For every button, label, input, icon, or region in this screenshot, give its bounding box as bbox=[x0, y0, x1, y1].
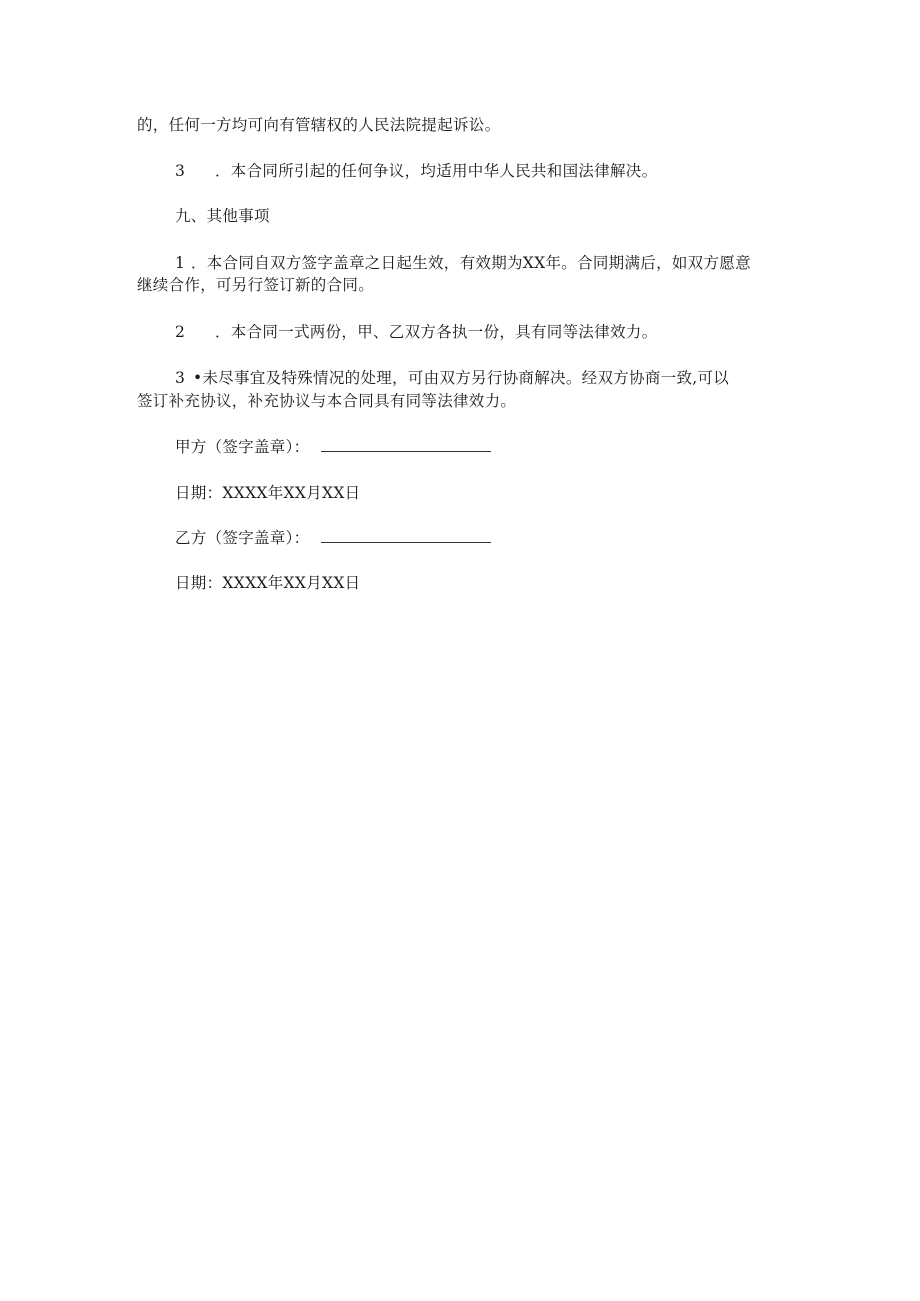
section8-item3-number: 3 bbox=[175, 162, 186, 180]
section8-item3 bbox=[175, 160, 657, 182]
section9-item3-line2: 签订补充协议，补充协议与本合同具有同等法律效力。 bbox=[137, 392, 517, 410]
section9-item1-line2: 继续合作，可另行签订新的合同。 bbox=[137, 276, 375, 294]
section8-item3-text: ．本合同所引起的任何争议，均适用中华人民共和国法律解决。 bbox=[215, 162, 658, 180]
party-b-signature-line bbox=[321, 528, 491, 543]
section9-item2 bbox=[175, 321, 657, 343]
section9-item3-text: •未尽事宜及特殊情况的处理，可由双方另行协商解决。经双方协商一致,可以 bbox=[193, 369, 730, 387]
section9-item2-text: ．本合同一式两份，甲、乙双方各执一份，具有同等法律效力。 bbox=[215, 323, 658, 341]
party-a-signature-line bbox=[321, 437, 491, 452]
section8-item2-tail: 的，任何一方均可向有管辖权的人民法院提起诉讼。 bbox=[137, 116, 501, 134]
section9-item1-number: 1 bbox=[175, 254, 186, 272]
party-a-signature bbox=[175, 436, 491, 458]
party-b-signature bbox=[175, 527, 491, 549]
party-a-label: 甲方（签字盖章）： bbox=[175, 438, 310, 456]
party-b-date: 日期：XXXX年XX月XX日 bbox=[175, 574, 361, 592]
section9-item3-line1 bbox=[175, 367, 729, 389]
section9-item3-number: 3 bbox=[175, 369, 186, 387]
section9-heading: 九、其他事项 bbox=[175, 207, 270, 225]
party-a-date: 日期：XXXX年XX月XX日 bbox=[175, 484, 361, 502]
section9-item2-number: 2 bbox=[175, 323, 186, 341]
party-b-label: 乙方（签字盖章）： bbox=[175, 529, 310, 547]
section9-item1-line1 bbox=[175, 252, 751, 274]
section9-item1-text: ．本合同自双方签字盖章之日起生效，有效期为XX年。合同期满后，如双方愿意 bbox=[191, 254, 751, 272]
